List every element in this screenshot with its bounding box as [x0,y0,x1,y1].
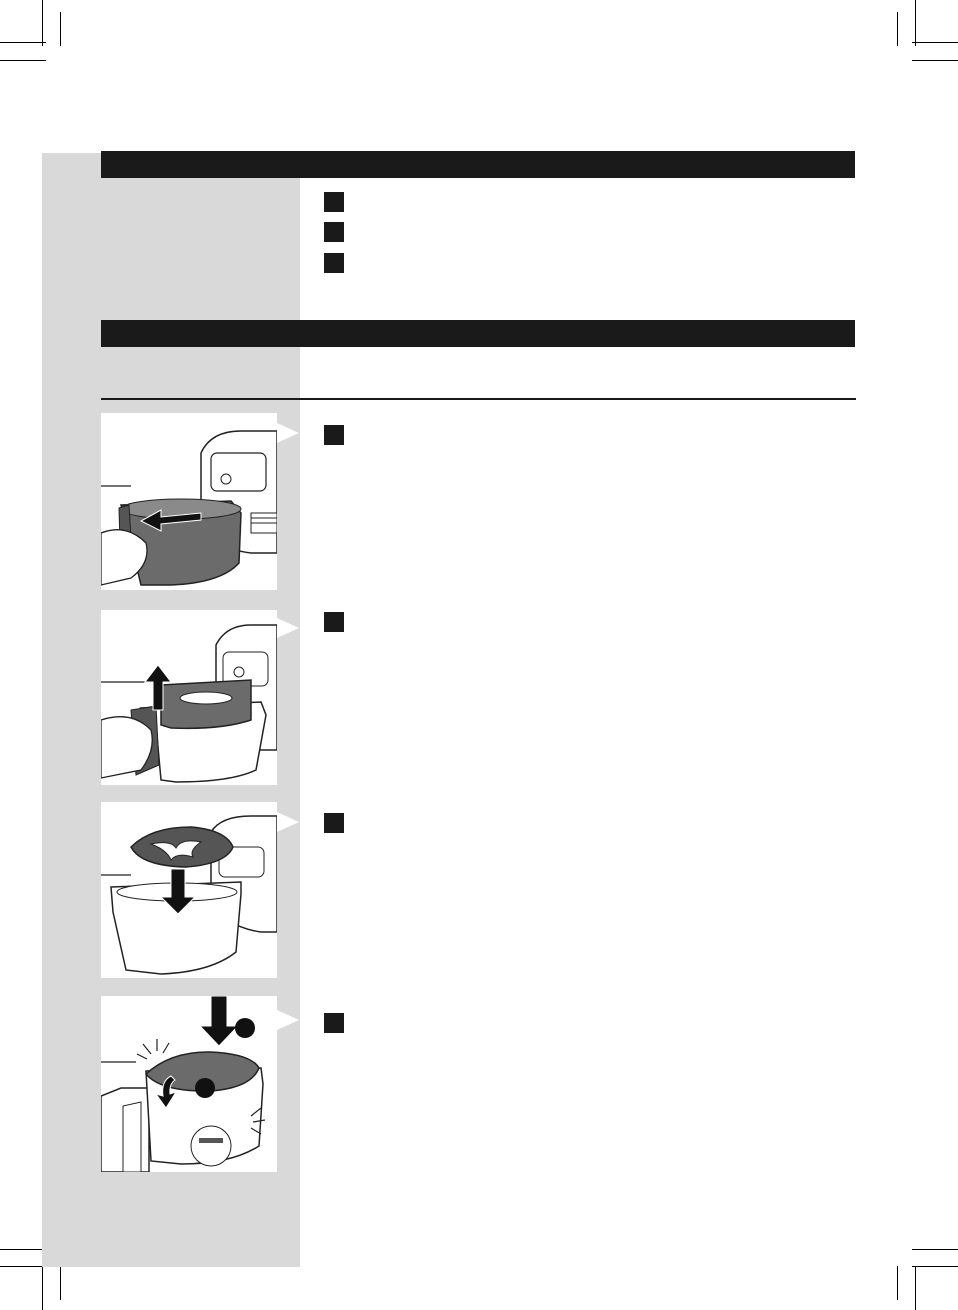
crop-mark [0,60,46,61]
step-marker [324,222,344,242]
crop-mark [912,42,958,43]
step-marker [324,1013,344,1033]
crop-mark [42,0,43,46]
callout-1 [235,1018,255,1038]
figure-pointer [277,812,299,832]
section-header-bar [101,151,855,178]
crop-mark [60,12,61,46]
figure-pointer [277,423,299,443]
remove-basket-icon [101,413,277,590]
crop-mark [912,1249,958,1250]
crop-mark [915,1266,916,1310]
callout-2 [195,1078,215,1098]
crop-mark [912,60,958,61]
crop-mark [0,1266,42,1267]
crop-mark [915,0,916,46]
crop-mark [0,42,46,43]
insert-divider-icon [101,802,277,978]
lift-inner-basket-icon [101,610,277,785]
step-marker [324,253,344,273]
crop-mark [42,1266,43,1310]
section-divider [101,398,856,400]
step-marker [324,425,344,445]
figure-4 [101,996,277,1172]
crop-mark [0,1249,46,1250]
figure-pointer [277,1010,299,1030]
step-marker [324,813,344,833]
figure-pointer [277,618,299,638]
crop-mark [60,1266,61,1300]
attach-mesh-lid-icon [101,996,277,1172]
figure-1 [101,413,277,590]
crop-mark [897,12,898,46]
crop-mark [897,1266,898,1300]
step-marker [324,192,344,212]
figure-3 [101,802,277,978]
crop-mark [912,1266,958,1267]
step-marker [324,612,344,632]
figure-2 [101,610,277,785]
section-header-bar [101,320,855,347]
